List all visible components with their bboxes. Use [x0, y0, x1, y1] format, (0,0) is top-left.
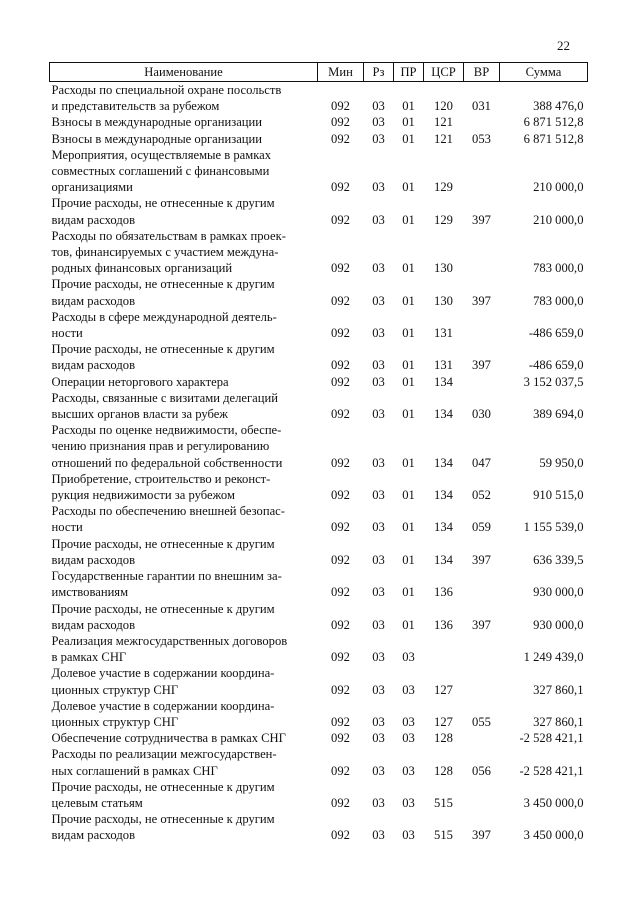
row-pr: 01 — [402, 99, 415, 114]
row-csr — [424, 633, 464, 665]
row-vr — [464, 633, 500, 665]
table-row — [50, 341, 588, 373]
row-min: 092 — [331, 99, 350, 114]
row-vr — [464, 374, 500, 390]
row-sum: 636 339,5 — [533, 552, 584, 567]
row-pr: 03 — [402, 714, 415, 729]
table-row — [50, 746, 588, 778]
table-row — [50, 228, 588, 277]
row-min: 092 — [331, 212, 350, 227]
row-rz: 03 — [372, 650, 385, 665]
row-pr: 03 — [402, 795, 415, 810]
row-pr: 01 — [402, 115, 415, 130]
row-rz: 03 — [372, 617, 385, 632]
row-csr: 127 — [434, 714, 453, 729]
row-min: 092 — [331, 682, 350, 697]
row-csr: 515 — [434, 828, 453, 843]
row-sum: 783 000,0 — [533, 293, 584, 308]
row-pr: 01 — [402, 180, 415, 195]
row-rz: 03 — [372, 714, 385, 729]
row-name: Взносы в международные организации — [51, 115, 263, 130]
row-sum: 783 000,0 — [533, 261, 584, 276]
row-pr: 03 — [402, 731, 415, 746]
row-csr: 130 — [434, 293, 453, 308]
row-sum: 3 450 000,0 — [523, 828, 584, 843]
row-vr: 397 — [472, 212, 491, 227]
row-name: Взносы в международные организации — [51, 131, 263, 146]
table-row — [50, 503, 588, 535]
row-name: Прочие расходы, не отнесенные к другим видам расходов — [51, 342, 275, 373]
row-pr: 03 — [402, 650, 415, 665]
row-min: 092 — [331, 650, 350, 665]
table-row — [50, 374, 588, 390]
row-vr: 055 — [472, 714, 491, 729]
row-min: 092 — [331, 520, 350, 535]
row-pr: 01 — [402, 407, 415, 422]
row-min: 092 — [331, 455, 350, 470]
row-name: Государственные гарантии по внешним за- имствованиям — [51, 569, 282, 600]
row-name: Реализация межгосударственных договоров в рамках СНГ — [51, 633, 288, 665]
row-csr: 129 — [434, 180, 453, 195]
row-vr — [464, 665, 500, 697]
row-sum: 1 155 539,0 — [523, 520, 584, 535]
row-rz: 03 — [372, 374, 385, 389]
row-name: Прочие расходы, не отнесенные к другим видам расходов — [51, 536, 275, 567]
row-sum: 3 450 000,0 — [523, 795, 584, 810]
row-min: 092 — [331, 358, 350, 373]
row-sum: 59 950,0 — [539, 455, 584, 470]
row-min: 092 — [331, 326, 350, 341]
row-pr: 01 — [402, 374, 415, 389]
row-min: 092 — [331, 617, 350, 632]
row-sum: 210 000,0 — [533, 180, 584, 195]
row-vr: 047 — [472, 455, 491, 470]
header-pr: ПР — [394, 63, 424, 82]
row-sum: 327 860,1 — [533, 682, 584, 697]
row-min: 092 — [331, 115, 350, 130]
table-row — [50, 131, 588, 147]
table-row — [50, 568, 588, 600]
row-pr: 03 — [402, 763, 415, 778]
row-name: Операции неторгового характера — [51, 374, 229, 389]
table-row — [50, 811, 588, 843]
row-name: Прочие расходы, не отнесенные к другим целевым статьям — [51, 779, 275, 810]
row-csr: 131 — [434, 326, 453, 341]
row-name: Мероприятия, осуществляемые в рамках совместных соглашений с финансовыми организациями — [51, 147, 272, 195]
row-vr: 031 — [472, 99, 491, 114]
header-vr: ВР — [464, 63, 500, 82]
row-sum: 930 000,0 — [533, 617, 584, 632]
table-row — [50, 82, 588, 115]
table-row — [50, 536, 588, 568]
row-vr — [464, 730, 500, 746]
row-name: Приобретение, строительство и реконст- рукция недвижимости за рубежом — [51, 471, 271, 503]
table-row — [50, 276, 588, 308]
row-sum: -2 528 421,1 — [519, 763, 584, 778]
row-csr: 134 — [434, 552, 453, 567]
row-min: 092 — [331, 131, 350, 146]
header-min: Мин — [318, 63, 364, 82]
row-sum: 6 871 512,8 — [523, 115, 584, 130]
row-rz: 03 — [372, 180, 385, 195]
table-row — [50, 698, 588, 730]
row-csr: 136 — [434, 585, 453, 600]
table-row — [50, 147, 588, 196]
row-name: Расходы по специальной охране посольств и представительств за рубежом — [51, 83, 282, 114]
row-sum: 930 000,0 — [533, 585, 584, 600]
header-csr: ЦСР — [424, 63, 464, 82]
row-name: Расходы в сфере международной деятель- ности — [51, 309, 277, 341]
budget-table — [49, 62, 588, 844]
row-sum: -486 659,0 — [528, 358, 584, 373]
row-pr: 01 — [402, 585, 415, 600]
row-rz: 03 — [372, 520, 385, 535]
row-min: 092 — [331, 828, 350, 843]
row-min: 092 — [331, 293, 350, 308]
row-pr: 03 — [402, 828, 415, 843]
header-sum: Сумма — [500, 63, 588, 82]
row-pr: 01 — [402, 261, 415, 276]
row-vr — [464, 779, 500, 811]
row-csr: 128 — [434, 763, 453, 778]
table-row — [50, 471, 588, 503]
row-sum: 327 860,1 — [533, 714, 584, 729]
row-vr: 397 — [472, 828, 491, 843]
row-csr: 128 — [434, 731, 453, 746]
row-rz: 03 — [372, 212, 385, 227]
row-vr — [464, 114, 500, 130]
row-name: Прочие расходы, не отнесенные к другим видам расходов — [51, 277, 275, 308]
row-name: Долевое участие в содержании координа- ционных структур СНГ — [51, 698, 275, 729]
row-min: 092 — [331, 261, 350, 276]
row-sum: 910 515,0 — [533, 488, 584, 503]
table-row — [50, 779, 588, 811]
row-csr: 120 — [434, 99, 453, 114]
row-vr — [464, 568, 500, 600]
row-pr: 01 — [402, 212, 415, 227]
table-row — [50, 601, 588, 633]
row-rz: 03 — [372, 552, 385, 567]
table-row — [50, 309, 588, 341]
row-pr: 01 — [402, 293, 415, 308]
row-rz: 03 — [372, 455, 385, 470]
row-sum: 6 871 512,8 — [523, 131, 584, 146]
row-vr: 397 — [472, 293, 491, 308]
row-rz: 03 — [372, 731, 385, 746]
row-name: Расходы, связанные с визитами делегаций высших органов власти за рубеж — [51, 390, 278, 422]
row-vr: 397 — [472, 552, 491, 567]
row-pr: 01 — [402, 617, 415, 632]
row-rz: 03 — [372, 293, 385, 308]
row-csr: 136 — [434, 617, 453, 632]
row-pr: 01 — [402, 358, 415, 373]
row-csr: 129 — [434, 212, 453, 227]
row-vr — [464, 147, 500, 196]
row-rz: 03 — [372, 795, 385, 810]
row-sum: -2 528 421,1 — [519, 731, 584, 746]
page-number: 22 — [557, 38, 570, 53]
row-name: Прочие расходы, не отнесенные к другим видам расходов — [51, 812, 275, 843]
row-name: Прочие расходы, не отнесенные к другим видам расходов — [51, 196, 275, 227]
row-csr: 127 — [434, 682, 453, 697]
table-row — [50, 730, 588, 746]
row-min: 092 — [331, 180, 350, 195]
row-vr — [464, 228, 500, 277]
row-vr: 397 — [472, 358, 491, 373]
header-rz: Рз — [364, 63, 394, 82]
row-min: 092 — [331, 763, 350, 778]
row-sum: 388 476,0 — [533, 99, 584, 114]
row-csr: 134 — [434, 407, 453, 422]
row-pr: 01 — [402, 552, 415, 567]
row-csr: 134 — [434, 520, 453, 535]
row-sum: 389 694,0 — [533, 407, 584, 422]
row-vr: 030 — [472, 407, 491, 422]
row-csr: 134 — [434, 455, 453, 470]
row-sum: 1 249 439,0 — [523, 650, 584, 665]
row-vr: 052 — [472, 488, 491, 503]
row-name: Прочие расходы, не отнесенные к другим видам расходов — [51, 601, 275, 632]
table-header-row — [50, 63, 588, 82]
row-pr: 01 — [402, 455, 415, 470]
table-row — [50, 665, 588, 697]
table-row — [50, 422, 588, 471]
row-rz: 03 — [372, 358, 385, 373]
table-body — [50, 82, 588, 844]
row-rz: 03 — [372, 115, 385, 130]
row-name: Обеспечение сотрудничества в рамках СНГ — [51, 731, 286, 746]
row-rz: 03 — [372, 99, 385, 114]
row-rz: 03 — [372, 488, 385, 503]
row-sum: 210 000,0 — [533, 212, 584, 227]
table-row — [50, 633, 588, 665]
row-min: 092 — [331, 585, 350, 600]
row-rz: 03 — [372, 585, 385, 600]
row-name: Расходы по обязательствам в рамках проек- тов, финансируемых с участием междуна- родных финансовых организаций — [51, 228, 286, 276]
row-csr: 515 — [434, 795, 453, 810]
row-vr: 059 — [472, 520, 491, 535]
row-min: 092 — [331, 407, 350, 422]
row-vr — [464, 309, 500, 341]
row-sum: 3 152 037,5 — [523, 374, 584, 389]
table-row — [50, 114, 588, 130]
table-row — [50, 195, 588, 227]
row-csr: 121 — [434, 115, 453, 130]
row-csr: 131 — [434, 358, 453, 373]
row-min: 092 — [331, 552, 350, 567]
header-name: Наименование — [50, 63, 318, 82]
row-csr: 130 — [434, 261, 453, 276]
row-min: 092 — [331, 488, 350, 503]
row-rz: 03 — [372, 828, 385, 843]
row-pr: 01 — [402, 488, 415, 503]
row-min: 092 — [331, 374, 350, 389]
row-rz: 03 — [372, 763, 385, 778]
row-name: Расходы по оценке недвижимости, обеспе- чению признания прав и регулированию отношений по федеральной собственности — [51, 423, 283, 470]
row-rz: 03 — [372, 407, 385, 422]
row-rz: 03 — [372, 682, 385, 697]
row-pr: 01 — [402, 131, 415, 146]
row-min: 092 — [331, 795, 350, 810]
row-csr: 121 — [434, 131, 453, 146]
row-vr: 056 — [472, 763, 491, 778]
row-min: 092 — [331, 731, 350, 746]
row-name: Расходы по реализации межгосударствен- ных соглашений в рамках СНГ — [51, 747, 277, 778]
row-min: 092 — [331, 714, 350, 729]
row-pr: 01 — [402, 520, 415, 535]
row-sum: -486 659,0 — [528, 326, 584, 341]
row-vr: 397 — [472, 617, 491, 632]
row-pr: 03 — [402, 682, 415, 697]
table-row — [50, 390, 588, 422]
row-csr: 134 — [434, 488, 453, 503]
row-name: Долевое участие в содержании координа- ционных структур СНГ — [51, 666, 275, 697]
row-rz: 03 — [372, 131, 385, 146]
row-vr: 053 — [472, 131, 491, 146]
row-rz: 03 — [372, 261, 385, 276]
row-pr: 01 — [402, 326, 415, 341]
row-rz: 03 — [372, 326, 385, 341]
row-csr: 134 — [434, 374, 453, 389]
row-name: Расходы по обеспечению внешней безопас- ности — [51, 504, 285, 535]
